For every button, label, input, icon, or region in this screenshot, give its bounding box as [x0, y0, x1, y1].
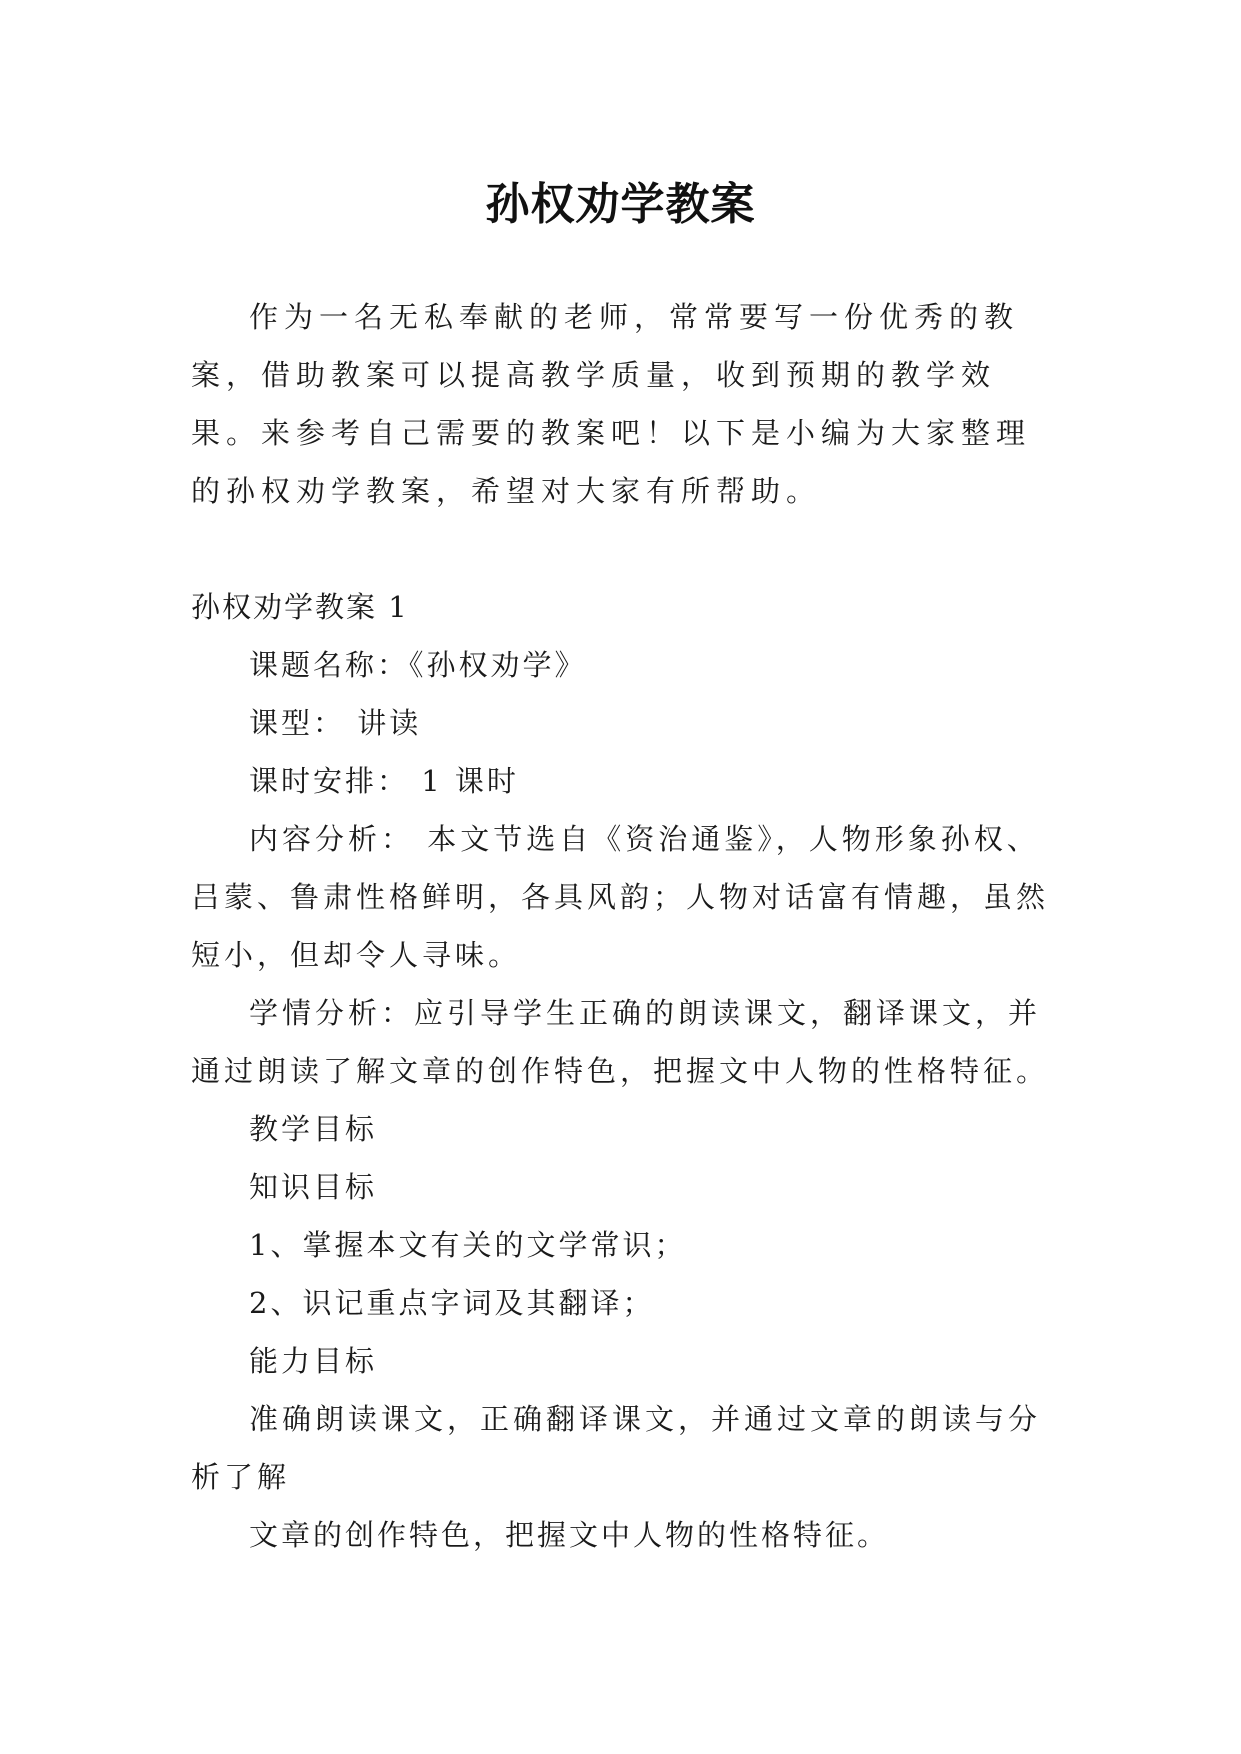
ability-goal-continuation: 文章的创作特色，把握文中人物的性格特征。 — [249, 1518, 890, 1552]
course-name-line: 课题名称：《孙权劝学》 — [249, 648, 587, 682]
document-title: 孙权劝学教案 — [485, 179, 756, 231]
course-type-line: 课型： 讲读 — [249, 706, 422, 740]
student-analysis-paragraph: 学情分析：应引导学生正确的朗读课文，翻译课文，并通过朗读了解文章的创作特色，把握文中人物的性格特征。 — [191, 996, 1050, 1088]
knowledge-goal-item: 1、掌握本文有关的文学常识； — [249, 1228, 687, 1262]
paragraph-spacer — [191, 520, 1053, 578]
section-heading: 孙权劝学教案 1 — [191, 590, 409, 624]
knowledge-goals-heading: 知识目标 — [249, 1170, 378, 1204]
intro-paragraph: 作为一名无私奉献的老师，常常要写一份优秀的教案，借助教案可以提高教学质量，收到预期的教学效果。来参考自己需要的教案吧！以下是小编为大家整理的孙权劝学教案，希望对大家有所帮助。 — [191, 300, 1032, 508]
ability-goal-paragraph: 准确朗读课文，正确翻译课文，并通过文章的朗读与分析了解 — [191, 1402, 1042, 1494]
document-body — [191, 288, 1053, 1564]
teaching-goals-heading: 教学目标 — [249, 1112, 378, 1146]
content-analysis-paragraph: 内容分析： 本文节选自《资治通鉴》，人物形象孙权、吕蒙、鲁肃性格鲜明，各具风韵；人物对话富有情趣，虽然短小，但却令人寻味。 — [191, 822, 1050, 972]
knowledge-goal-item: 2、识记重点字词及其翻译； — [249, 1286, 655, 1320]
schedule-line: 课时安排： 1 课时 — [249, 764, 519, 798]
ability-goals-heading: 能力目标 — [249, 1344, 378, 1378]
